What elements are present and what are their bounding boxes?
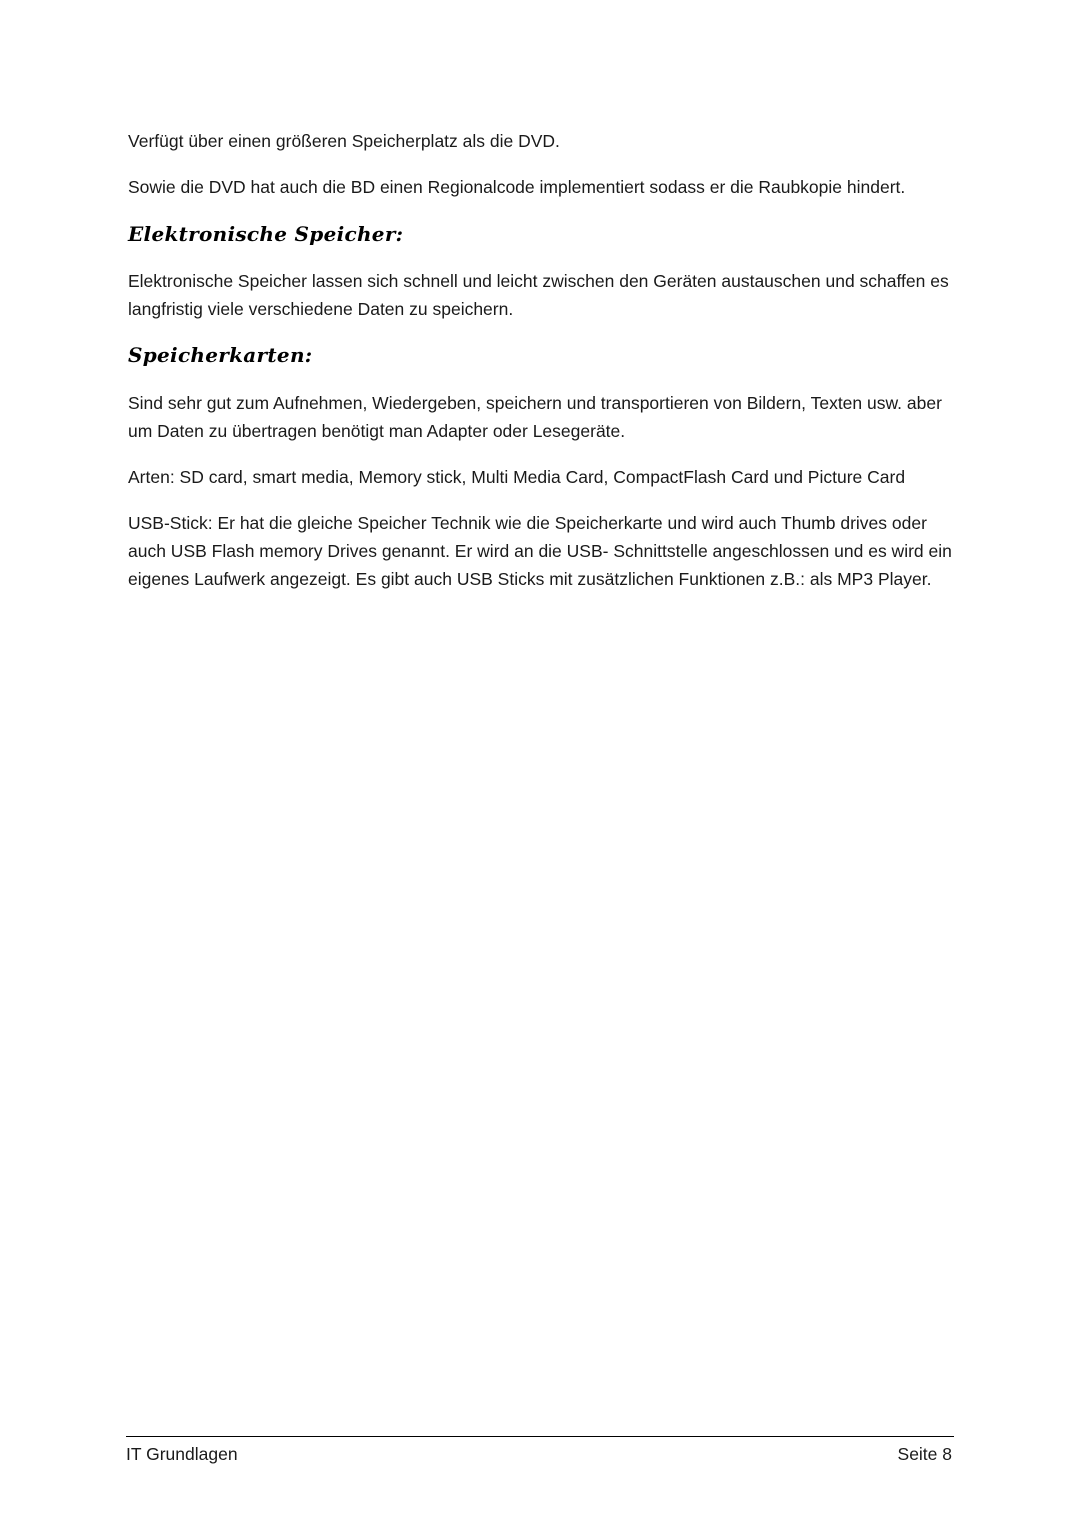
paragraph-electronic-storage: Elektronische Speicher lassen sich schnell und leicht zwischen den Geräten austauschen und schaffen es langfristig viele verschiedene Daten zu speichern.: [128, 271, 949, 319]
paragraph-card-types: Arten: SD card, smart media, Memory stick, Multi Media Card, CompactFlash Card und Picture Card: [128, 467, 906, 487]
paragraph-bd-capacity: Verfügt über einen größeren Speicherplatz als die DVD.: [128, 131, 560, 151]
page-footer: [126, 1436, 954, 1464]
paragraph-usb-stick: USB-Stick: Er hat die gleiche Speicher Technik wie die Speicherkarte und wird auch Thumb drives oder auch USB Flash memory Drives genannt. Er wird an die USB- Schnittstelle angeschlossen und es wird ein eigenes Laufwerk angezeigt. Es gibt auch USB Sticks mit zusätzlichen Funktionen z.B.: als MP3 Player.: [128, 513, 952, 589]
page-number: Seite 8: [897, 1444, 952, 1464]
heading-electronic-storage: Elektronische Speicher:: [128, 222, 404, 246]
paragraph-bd-regioncode: Sowie die DVD hat auch die BD einen Regionalcode implementiert sodass er die Raubkopie hindert.: [128, 177, 906, 197]
footer-title: IT Grundlagen: [126, 1444, 238, 1464]
paragraph-memory-cards: Sind sehr gut zum Aufnehmen, Wiedergeben, speichern und transportieren von Bildern, Texten usw. aber um Daten zu übertragen benötigt man Adapter oder Lesegeräte.: [128, 393, 942, 441]
heading-memory-cards: Speicherkarten:: [128, 343, 313, 367]
